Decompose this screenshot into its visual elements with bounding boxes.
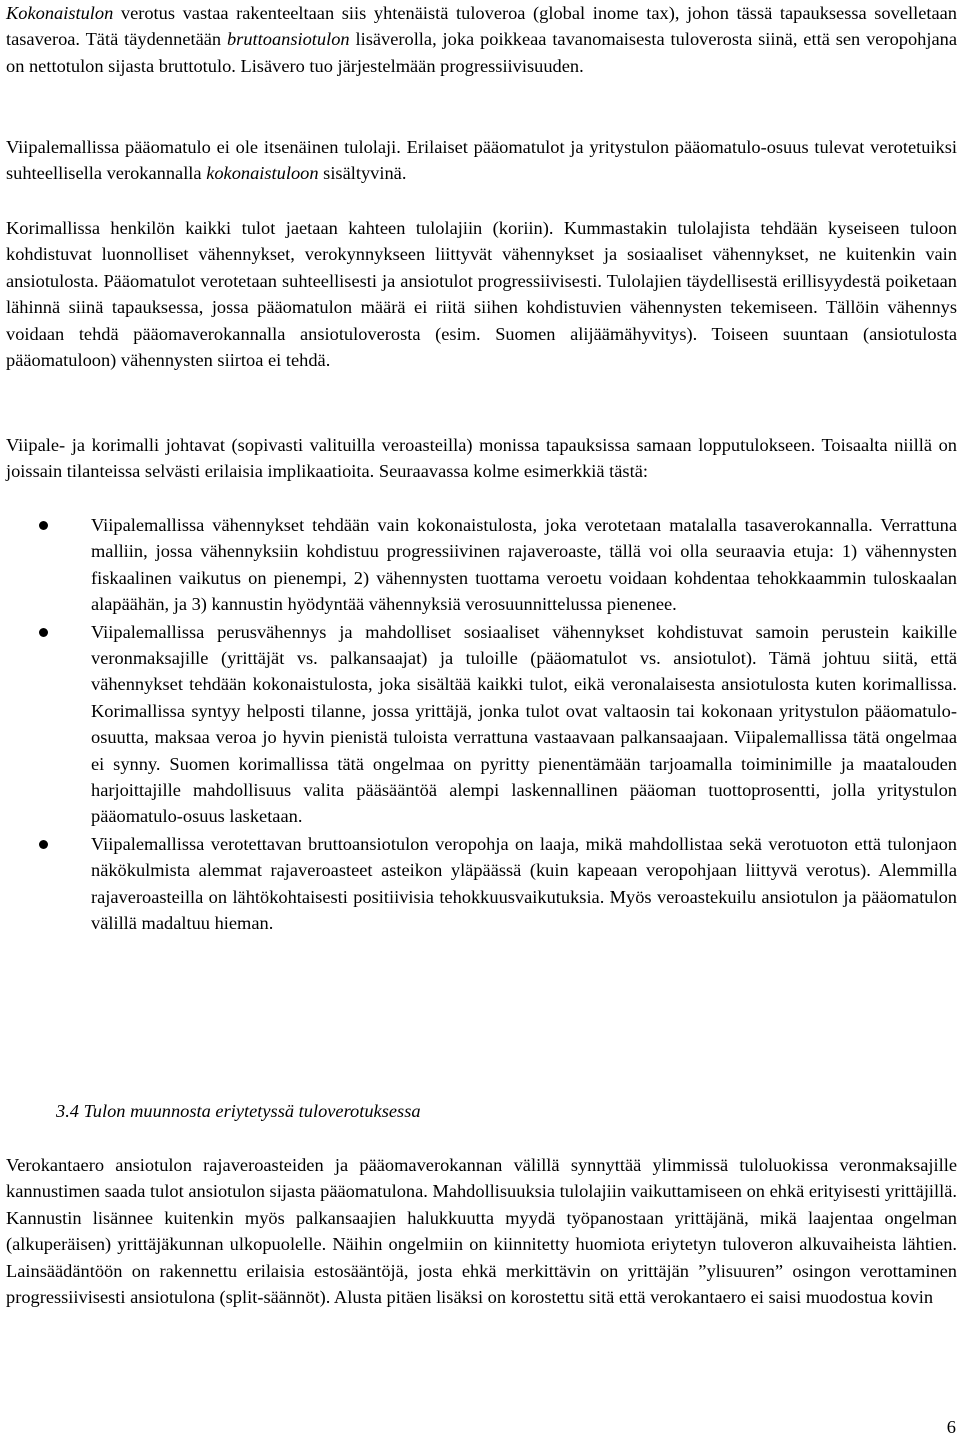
bullet-text: Viipalemallissa verotettavan bruttoansiotulon veropohja on laaja, mikä mahdollistaa sekä verotuoton että tulonjaon näkökulmista alemmat rajaveroasteet asteikon yläpäässä (kuin kapeaan veropohjaan liittyvä verotus). Alemmilla rajaveroasteilla on lähtökohtaisesti positiivisia tehokkuusvaikutuksia. Myös veroastekuilu ansiotulon ja pääomatulon välillä madaltuu hieman. xyxy=(91,833,957,934)
paragraph-2: Viipalemallissa pääomatulo ei ole itsenäinen tulolaji. Erilaiset pääomatulot ja yritystulon pääomatulo-osuus tulevat verotetuiksi suhteellisella verokannalla kokonaistuloon sisältyvinä. xyxy=(6,137,957,184)
bullet-list xyxy=(6,512,957,938)
bullet-item xyxy=(6,512,957,618)
bullet-text: Viipalemallissa vähennykset tehdään vain kokonaistulosta, joka verotetaan matalalla tasaverokannalla. Verrattuna malliin, jossa vähennyksiin kohdistuu progressiivinen rajaveroaste, tällä voi olla seuraavia etuja: 1) vähennysten fiskaalinen vaikutus on pienempi, 2) vähennysten tuottama veroetu voidaan kohdentaa tehokkaammin tuloskaalan alapäähän, ja 3) kannustin hyödyntää vähennyksiä verosuunnittelussa pienenee. xyxy=(91,515,957,615)
bullet-icon xyxy=(39,628,48,637)
section-heading: 3.4 Tulon muunnosta eriytetyssä tuloverotuksessa xyxy=(56,1101,421,1121)
bullet-icon xyxy=(39,840,48,849)
bullet-text: Viipalemallissa perusvähennys ja mahdolliset sosiaaliset vähennykset kohdistuvat samoin perustein kaikille veronmaksajille (yrittäjät vs. palkansaajat) ja tuloille (pääomatulot vs. ansiotulot). Tämä johtuu siitä, että vähennykset tehdään kokonaistulosta, joka sisältää kaikki tulot, eikä veronalaisesta ansiotulosta kuten korimallissa. Korimallissa syntyy helposti tilanne, jossa yrittäjä, jonka tulot ovat valtaosin tai kokonaan yritystulon pääomatulo-osuutta, maksaa veroa jo hyvin pienistä tuloista verrattuna vastaavaan palkansaajaan. Viipalemallissa tätä ongelmaa ei synny. Suomen korimallissa tätä ongelmaa on pyritty pienentämään tarjoamalla toiminimille ja maatalouden harjoittajille mahdollisuus valita pääsääntöä alempi laskennallinen pääoman tuottoprosentti, jolla yritystulon pääomatulo-osuus lasketaan. xyxy=(91,621,957,827)
bullet-item xyxy=(6,619,957,830)
bullet-icon xyxy=(39,521,48,530)
paragraph-5: Verokantaero ansiotulon rajaveroasteiden ja pääomaverokannan välillä synnyttää ylimmissä tuloluokissa veronmaksajille kannustimen saada tulot ansiotulon sijasta pääomatulona. Mahdollisuuksia tulolajiin vaikuttamiseen on ehkä erityisesti yrittäjillä. Kannustin lisännee kuitenkin myös palkansaajien halukkuutta myydä työpanostaan yrittäjänä, mikä laajentaa ongelman (alkuperäisen) yrittäjäkunnan ulkopuolelle. Näihin ongelmiin on kiinnitetty huomiota eriytetyn tuloveron alkuvaiheista lähtien. Lainsäädäntöön on rakennettu erilaisia estosääntöjä, josta ehkä merkittävin on yrittäjän ”ylisuuren” osingon verottaminen progressiivisesti ansiotulona (split-säännöt). Alusta pitäen lisäksi on korostettu sitä että verokantaero ei saisi muodostua kovin xyxy=(6,1155,958,1308)
bullet-item xyxy=(6,831,957,937)
paragraph-1: Kokonaistulon verotus vastaa rakenteeltaan siis yhtenäistä tuloveroa (global inome tax), johon tässä tapauksessa sovelletaan tasaveroa. Tätä täydennetään bruttoansiotulon lisäverolla, joka poikkeaa tavanomaisesta tuloverosta siinä, että sen veropohjana on nettotulon sijasta bruttotulo. Lisävero tuo järjestelmään progressiivisuuden. xyxy=(6,3,957,76)
paragraph-3: Korimallissa henkilön kaikki tulot jaetaan kahteen tulolajiin (koriin). Kummastakin tulolajista tehdään kyseiseen tuloon kohdistuvat luonnolliset vähennykset, verokynnykseen liittyvät vähennykset ja sosiaaliset vähennykset, ne kuitenkin vain ansiotulosta. Pääomatulot verotetaan suhteellisesti ja ansiotulot progressiivisesti. Tulolajien täydellisestä erillisyydestä poiketaan lähinnä siinä tapauksessa, jossa pääomatulon määrä ei riitä siihen kohdistuvien vähennysten tekemiseen. Tällöin vähennys voidaan tehdä pääomaverokannalla ansiotuloverosta (esim. Suomen alijäämähyvitys). Toiseen suuntaan (ansiotulosta pääomatuloon) vähennysten siirtoa ei tehdä. xyxy=(6,218,957,371)
paragraph-4: Viipale- ja korimalli johtavat (sopivasti valituilla veroasteilla) monissa tapauksissa samaan lopputulokseen. Toisaalta niillä on joissain tilanteissa selvästi erilaisia implikaatioita. Seuraavassa kolme esimerkkiä tästä: xyxy=(6,435,957,482)
page-number: 6 xyxy=(946,1417,956,1437)
